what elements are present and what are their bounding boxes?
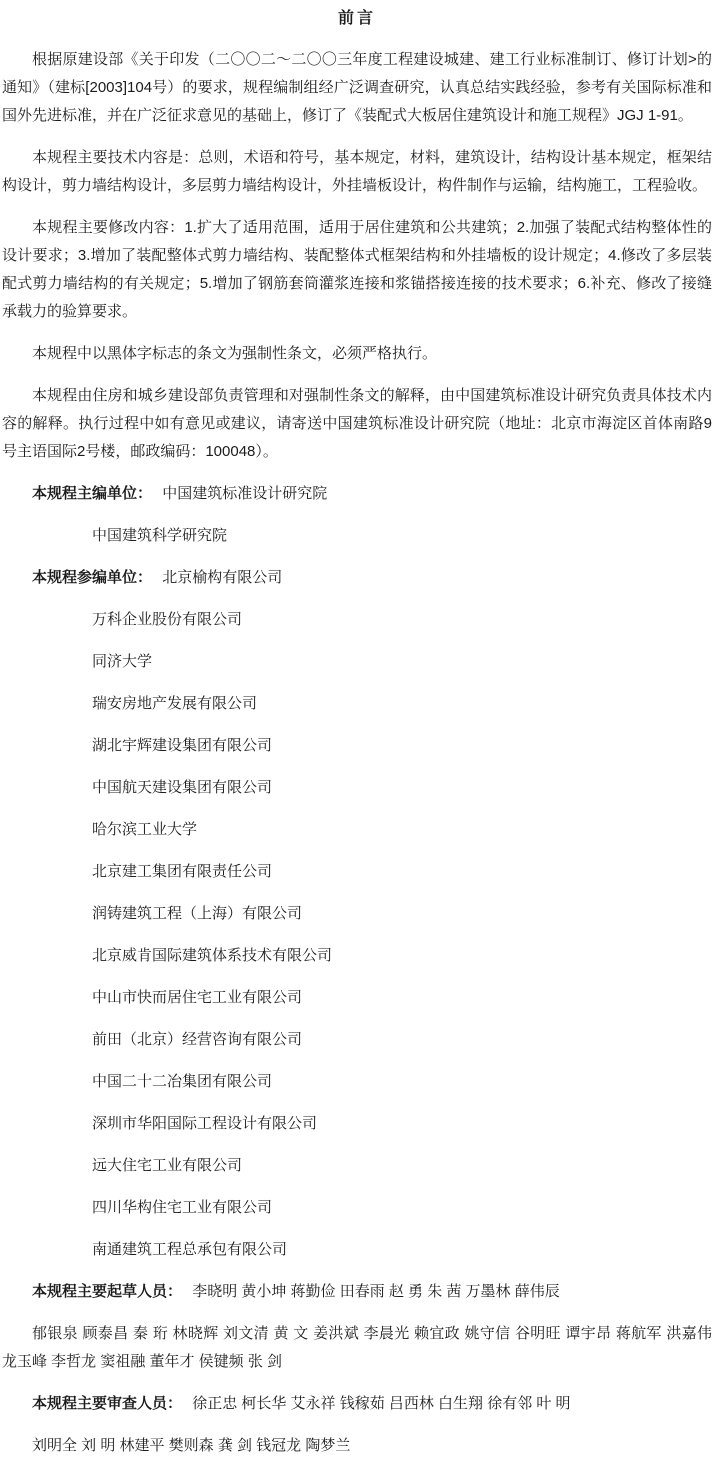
participating-editor-unit: 瑞安房地产发展有限公司 bbox=[92, 695, 258, 712]
preface-paragraph-2: 本规程主要技术内容是：总则，术语和符号，基本规定，材料，建筑设计，结构设计基本规定，框架结构设计，剪力墙结构设计，多层剪力墙结构设计，外挂墙板设计，构件制作与运输，结构施工，工程验收。 bbox=[2, 149, 712, 194]
preface-paragraph-4: 本规程中以黑体字标志的条文为强制性条文，必须严格执行。 bbox=[32, 345, 438, 362]
participating-editor-unit: 万科企业股份有限公司 bbox=[92, 611, 243, 628]
participating-editor-unit: 中山市快而居住宅工业有限公司 bbox=[92, 989, 303, 1006]
preface-paragraph-1: 根据原建设部《关于印发（二〇〇二～二〇〇三年度工程建设城建、建工行业标准制订、修订计划>的通知》（建标[2003]104号）的要求，规程编制组经广泛调查研究，认真总结实践经验，参考有关国际标准和国外先进标准，并在广泛征求意见的基础上，修订了《装配式大板居住建筑设计和施工规程》JGJ 1-91。 bbox=[2, 51, 712, 124]
participating-editor-unit: 润铸建筑工程（上海）有限公司 bbox=[92, 905, 303, 922]
reviewers-names-continued: 刘明全 刘 明 林建平 樊则森 龚 剑 钱冠龙 陶梦兰 bbox=[32, 1437, 351, 1454]
drafters-label: 本规程主要起草人员： bbox=[32, 1283, 183, 1300]
chief-editor-unit: 中国建筑科学研究院 bbox=[92, 527, 228, 544]
preface-paragraph-3: 本规程主要修改内容：1.扩大了适用范围，适用于居住建筑和公共建筑；2.加强了装配式结构整体性的设计要求；3.增加了装配整体式剪力墙结构、装配整体式框架结构和外挂墙板的设计规定；4.修改了多层装配式剪力墙结构的有关规定；5.增加了钢筋套筒灌浆连接和浆锚搭接连接的技术要求；6.补充、修改了接缝承载力的验算要求。 bbox=[2, 219, 712, 320]
participating-editor-line bbox=[2, 564, 712, 592]
participating-editor-unit: 深圳市华阳国际工程设计有限公司 bbox=[92, 1115, 318, 1132]
page-title: 前言 bbox=[337, 10, 376, 27]
participating-editor-label: 本规程参编单位： bbox=[32, 569, 153, 586]
participating-editor-unit: 北京威肯国际建筑体系技术有限公司 bbox=[92, 947, 333, 964]
chief-editor-line bbox=[2, 480, 712, 508]
drafters-names: 李晓明 黄小坤 蒋勤俭 田春雨 赵 勇 朱 茜 万墨林 薛伟辰 bbox=[192, 1283, 560, 1300]
participating-editor-unit: 南通建筑工程总承包有限公司 bbox=[92, 1241, 288, 1258]
drafters-names-continued: 郁银泉 顾泰昌 秦 珩 林晓辉 刘文清 黄 文 姜洪斌 李晨光 赖宜政 姚守信 谷明旺 谭宇昂 蒋航军 洪嘉伟 龙玉峰 李哲龙 窦祖融 董年才 侯键频 张 剑 bbox=[2, 1325, 712, 1370]
participating-editor-unit: 北京榆构有限公司 bbox=[162, 569, 283, 586]
participating-editor-unit: 同济大学 bbox=[92, 653, 153, 670]
participating-editor-unit: 四川华构住宅工业有限公司 bbox=[92, 1199, 273, 1216]
participating-editor-unit: 前田（北京）经营咨询有限公司 bbox=[92, 1031, 303, 1048]
drafters-line bbox=[2, 1278, 712, 1306]
reviewers-line bbox=[2, 1390, 712, 1418]
preface-paragraph-5: 本规程由住房和城乡建设部负责管理和对强制性条文的解释，由中国建筑标准设计研究负责具体技术内容的解释。执行过程中如有意见或建议，请寄送中国建筑标准设计研究院（地址：北京市海淀区首体南路9号主语国际2号楼，邮政编码：100048）。 bbox=[2, 387, 712, 460]
participating-editor-unit: 中国二十二冶集团有限公司 bbox=[92, 1073, 273, 1090]
participating-editor-unit: 北京建工集团有限责任公司 bbox=[92, 863, 273, 880]
chief-editor-unit: 中国建筑标准设计研究院 bbox=[162, 485, 328, 502]
chief-editor-label: 本规程主编单位： bbox=[32, 485, 153, 502]
participating-editor-unit: 中国航天建设集团有限公司 bbox=[92, 779, 273, 796]
reviewers-label: 本规程主要审查人员： bbox=[32, 1395, 183, 1412]
participating-editor-unit: 湖北宇辉建设集团有限公司 bbox=[92, 737, 273, 754]
reviewers-names: 徐正忠 柯长华 艾永祥 钱稼茹 吕西林 白生翔 徐有邻 叶 明 bbox=[192, 1395, 571, 1412]
participating-editor-unit: 远大住宅工业有限公司 bbox=[92, 1157, 243, 1174]
participating-editor-unit: 哈尔滨工业大学 bbox=[92, 821, 198, 838]
